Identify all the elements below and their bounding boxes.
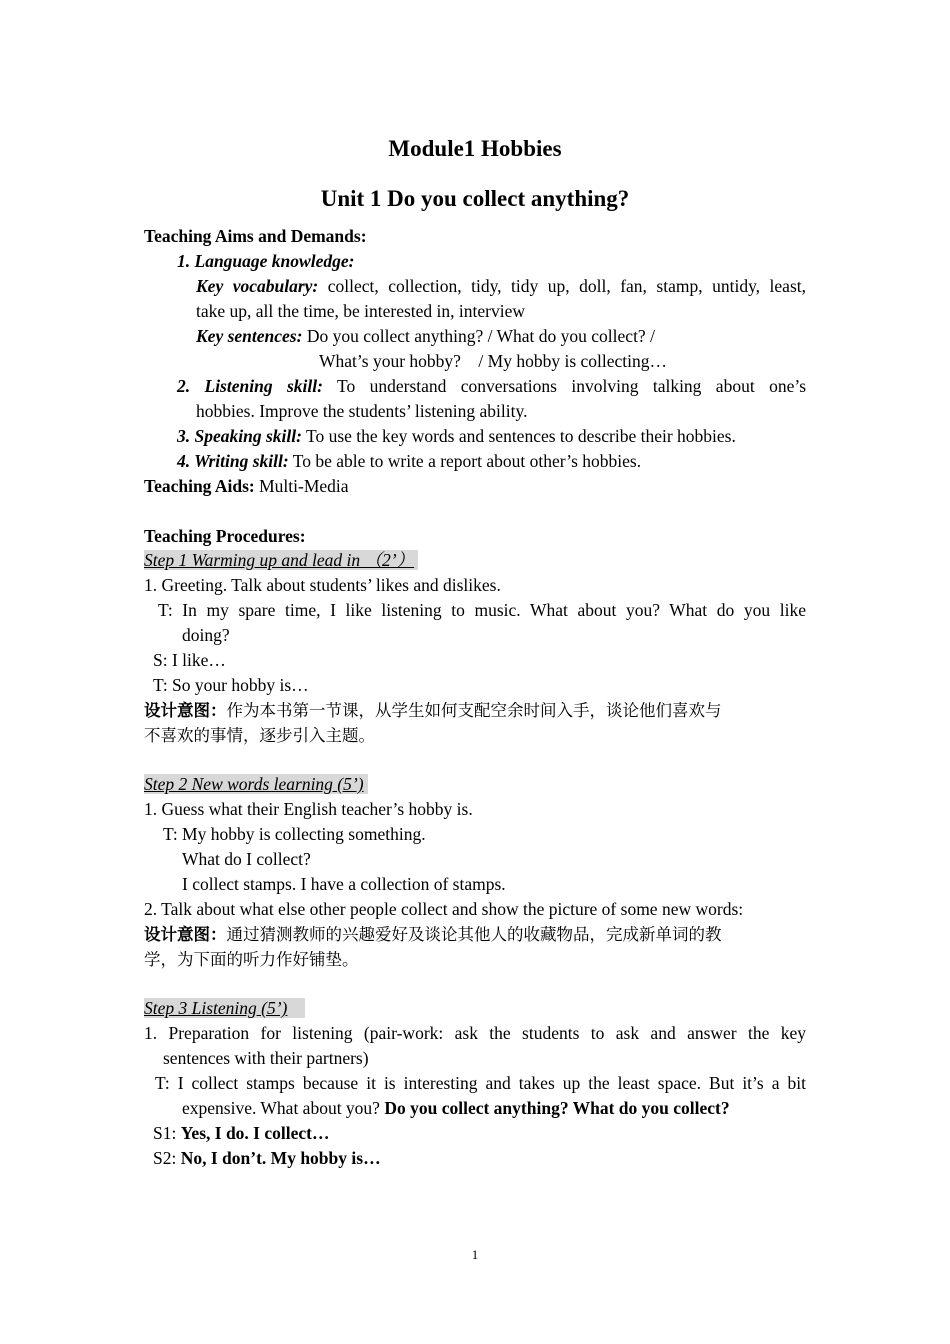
sentences-line-1 xyxy=(196,324,655,349)
step1-teacher-line-2: doing? xyxy=(182,625,230,645)
aims-heading: Teaching Aims and Demands: xyxy=(144,226,367,246)
step3-s2-line xyxy=(153,1146,381,1171)
vocab-label: Key vocabulary: xyxy=(196,276,319,296)
vocab-line-2: take up, all the time, be interested in, interview xyxy=(196,301,525,321)
step3-teacher-line-2 xyxy=(182,1096,730,1121)
aids-line xyxy=(144,474,349,499)
step1-teacher-line-3: T: So your hobby is… xyxy=(153,675,309,695)
step2-design-text-1: 通过猜测教师的兴趣爱好及谈论其他人的收藏物品，完成新单词的教 xyxy=(226,925,722,944)
aids-value: Multi-Media xyxy=(254,476,349,496)
page-subtitle: Unit 1 Do you collect anything? xyxy=(320,186,630,211)
step1-title-line xyxy=(144,548,418,573)
step1-design-line-1 xyxy=(144,698,722,723)
step2-item-2: 2. Talk about what else other people collect and show the picture of some new words: xyxy=(144,899,744,919)
speaking-label: 3. Speaking skill: xyxy=(177,426,302,446)
listening-line-1 xyxy=(177,374,806,399)
sentences-line-2: What’s your hobby? / My hobby is collecting… xyxy=(319,351,668,371)
listening-text-1: To understand conversations involving talking about one’s xyxy=(322,376,807,396)
step2-item-1: 1. Guess what their English teacher’s hobby is. xyxy=(144,799,473,819)
step2-teacher-line-1: T: My hobby is collecting something. xyxy=(163,824,426,844)
step2-title: Step 2 New words learning (5’) xyxy=(144,774,368,794)
step1-design-label: 设计意图： xyxy=(144,701,227,720)
step3-teacher-question: Do you collect anything? What do you collect? xyxy=(384,1098,730,1118)
speaking-line xyxy=(177,424,736,449)
listening-label: 2. Listening skill: xyxy=(177,376,323,396)
language-knowledge-label: 1. Language knowledge: xyxy=(177,251,355,271)
step3-s1-line xyxy=(153,1121,329,1146)
page-number: 1 xyxy=(471,1247,479,1262)
step2-title-line xyxy=(144,772,368,797)
writing-text: To be able to write a report about other’s hobbies. xyxy=(288,451,642,471)
vocab-line-1 xyxy=(196,274,806,299)
step2-design-line-1 xyxy=(144,922,722,947)
vocab-text-1: collect, collection, tidy, tidy up, doll, fan, stamp, untidy, least, xyxy=(318,276,806,296)
step1-title: Step 1 Warming up and lead in （2’） xyxy=(144,550,418,570)
writing-label: 4. Writing skill: xyxy=(177,451,289,471)
step2-teacher-line-3: I collect stamps. I have a collection of stamps. xyxy=(182,874,506,894)
step3-s1-label: S1: xyxy=(153,1123,181,1143)
aids-label: Teaching Aids: xyxy=(144,476,255,496)
step3-title-line xyxy=(144,996,305,1021)
speaking-text: To use the key words and sentences to describe their hobbies. xyxy=(301,426,736,446)
step2-design-line-2: 学，为下面的听力作好铺垫。 xyxy=(144,950,359,969)
sentences-label: Key sentences: xyxy=(196,326,303,346)
step1-student-line: S: I like… xyxy=(153,650,226,670)
step3-title: Step 3 Listening (5’) xyxy=(144,998,305,1018)
page-title: Module1 Hobbies xyxy=(388,136,562,161)
step1-design-text-1: 作为本书第一节课，从学生如何支配空余时间入手，谈论他们喜欢与 xyxy=(226,701,722,720)
sentences-text-1: Do you collect anything? / What do you collect? / xyxy=(302,326,655,346)
step3-teacher-text: expensive. What about you? xyxy=(182,1098,385,1118)
step2-teacher-line-2: What do I collect? xyxy=(182,849,311,869)
step3-teacher-line-1: T: I collect stamps because it is interesting and takes up the least space. But it’s a bit xyxy=(155,1073,806,1093)
step1-item-1: 1. Greeting. Talk about students’ likes and dislikes. xyxy=(144,575,501,595)
step1-teacher-line-1: T: In my spare time, I like listening to music. What about you? What do you like xyxy=(158,600,806,620)
step3-item-1-line-2: sentences with their partners) xyxy=(163,1048,369,1068)
step1-design-line-2: 不喜欢的事情，逐步引入主题。 xyxy=(144,726,375,745)
writing-line xyxy=(177,449,641,474)
step3-item-1-line-1: 1. Preparation for listening (pair-work: ask the students to ask and answer the key xyxy=(144,1023,806,1043)
step3-s2-text: No, I don’t. My hobby is… xyxy=(180,1148,381,1168)
step2-design-label: 设计意图： xyxy=(144,925,227,944)
step3-s1-text: Yes, I do. I collect… xyxy=(180,1123,330,1143)
listening-line-2: hobbies. Improve the students’ listening ability. xyxy=(196,401,528,421)
procedures-heading: Teaching Procedures: xyxy=(144,526,306,546)
step3-s2-label: S2: xyxy=(153,1148,181,1168)
